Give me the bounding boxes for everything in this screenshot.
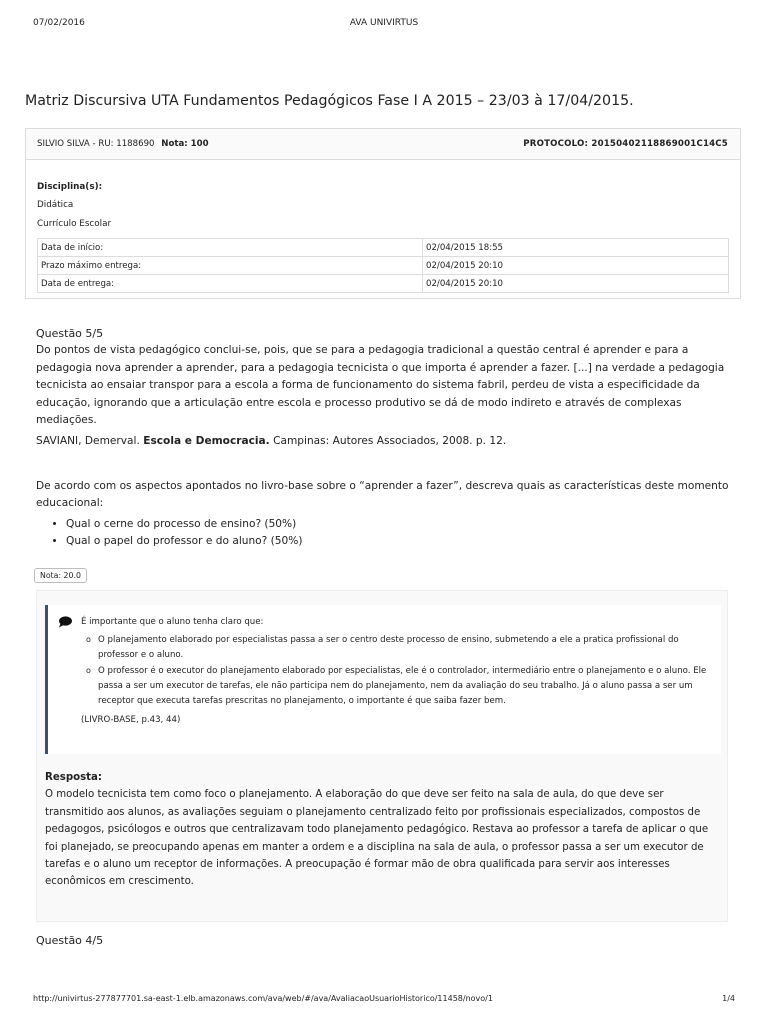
question-section	[36, 325, 730, 550]
print-url: http://univirtus-277877701.sa-east-1.elb.amazonaws.com/ava/web/#/ava/AvaliacaoUsuarioHistorico/11458/novo/1	[33, 994, 493, 1003]
table-row	[38, 239, 729, 257]
table-row	[38, 275, 729, 293]
print-header	[33, 18, 735, 32]
discipline-info	[26, 160, 740, 293]
date-value: 02/04/2015 20:10	[423, 275, 729, 293]
answer-text: O modelo tecnicista tem como foco o planejamento. A elaboração do que deve ser feito na sala de aula, do que deve ser transmitido aos alunos, as avaliações seguiam o planejamento centralizado feito por profissionais especializados, compostos de pedagogos, psicólogos e outros que centralizavam todo planejamento pedagógico. Restava ao professor a tarefa de aplicar o que foi planejado, se preocupando apenas em manter a ordem e a disciplina na sala de aula, o professor passa a ser um executor de tarefas e o aluno um receptor de informações. A preocupação é formar mão de obra qualificada para servir aos interesses econômicos em crescimento.	[45, 789, 709, 888]
student-info-bar	[26, 129, 740, 160]
page-title: Matriz Discursiva UTA Fundamentos Pedagógicos Fase I A 2015 – 23/03 à 17/04/2015.	[25, 93, 634, 109]
date-label: Data de início:	[38, 239, 423, 257]
page-number: 1/4	[722, 994, 735, 1003]
student-info	[37, 139, 209, 149]
feedback-items	[68, 633, 707, 709]
discipline-item: Didática	[37, 200, 74, 210]
question-reference	[36, 433, 730, 450]
question-title: Questão 5/5	[36, 327, 104, 340]
question-prompt: De acordo com os aspectos apontados no livro-base sobre o “aprender a fazer”, descreva quais as características deste momento educacional:	[36, 479, 729, 510]
question-text: Do pontos de vista pedagógico conclui-se, pois, que se para a pedagogia tradicional a questão central é aprender e para a pedagogia nova aprender a aprender, para a pedagogia tecnicista o que importa é aprender a fazer. [...] na verdade a pedagogia tecnicista ao ensaiar transpor para a escola a forma de funcionamento do sistema fabril, perdeu de vista a especificidade da educação, ignorando que a articulação entre escola e processo produtivo se dá de modo indireto e através de complexas mediações.	[36, 344, 725, 427]
table-row	[38, 257, 729, 275]
feedback-head	[68, 615, 707, 630]
next-question-title: Questão 4/5	[36, 934, 104, 947]
print-date: 07/02/2016	[33, 18, 85, 28]
list-item: o O planejamento elaborado por especialistas passa a ser o centro deste processo de ensino, submetendo a ele a pratica profissional do professor e o aluno.	[86, 633, 707, 663]
feedback-intro: É importante que o aluno tenha claro que:	[81, 617, 264, 627]
reference-details: Campinas: Autores Associados, 2008. p. 12.	[273, 435, 507, 448]
list-item: o O professor é o executor do planejamento elaborado por especialistas, ele é o controlador, intermediário entre o planejamento e o aluno. Ele passa a ser um executor de tarefas, ele não participa nem do planejamento, nem da avaliação do seu trabalho. Já o aluno passa a ser um receptor que executa tarefas prescritas no planejamento, o importante é que saiba fazer bem.	[86, 664, 707, 710]
date-value: 02/04/2015 20:10	[423, 257, 729, 275]
date-label: Data de entrega:	[38, 275, 423, 293]
answer-section	[45, 769, 721, 891]
list-item: • Qual o cerne do processo de ensino? (50%)	[66, 516, 730, 533]
student-name-ru: SILVIO SILVA - RU: 1188690	[37, 139, 155, 149]
grade-badge: Nota: 20.0	[34, 568, 87, 583]
date-label: Prazo máximo entrega:	[38, 257, 423, 275]
print-site-name: AVA UNIVIRTUS	[349, 18, 419, 28]
feedback-panel	[45, 605, 721, 754]
evaluation-info-box	[25, 128, 741, 299]
reference-author: SAVIANI, Demerval.	[36, 435, 140, 448]
question-items	[36, 516, 730, 551]
date-value: 02/04/2015 18:55	[423, 239, 729, 257]
reference-title: Escola e Democracia.	[143, 435, 270, 448]
dates-table	[37, 238, 729, 293]
protocol-number: PROTOCOLO: 20150402118869001C14C5	[523, 139, 728, 149]
comment-icon	[58, 616, 72, 628]
answer-box	[36, 590, 728, 922]
student-grade: Nota: 100	[161, 139, 209, 149]
discipline-item: Currículo Escolar	[37, 219, 112, 229]
disciplines-label: Disciplina(s):	[37, 182, 103, 192]
list-item: • Qual o papel do professor e do aluno? (50%)	[66, 533, 730, 550]
answer-label: Resposta:	[45, 772, 102, 783]
feedback-reference: (LIVRO-BASE, p.43, 44)	[81, 715, 181, 726]
